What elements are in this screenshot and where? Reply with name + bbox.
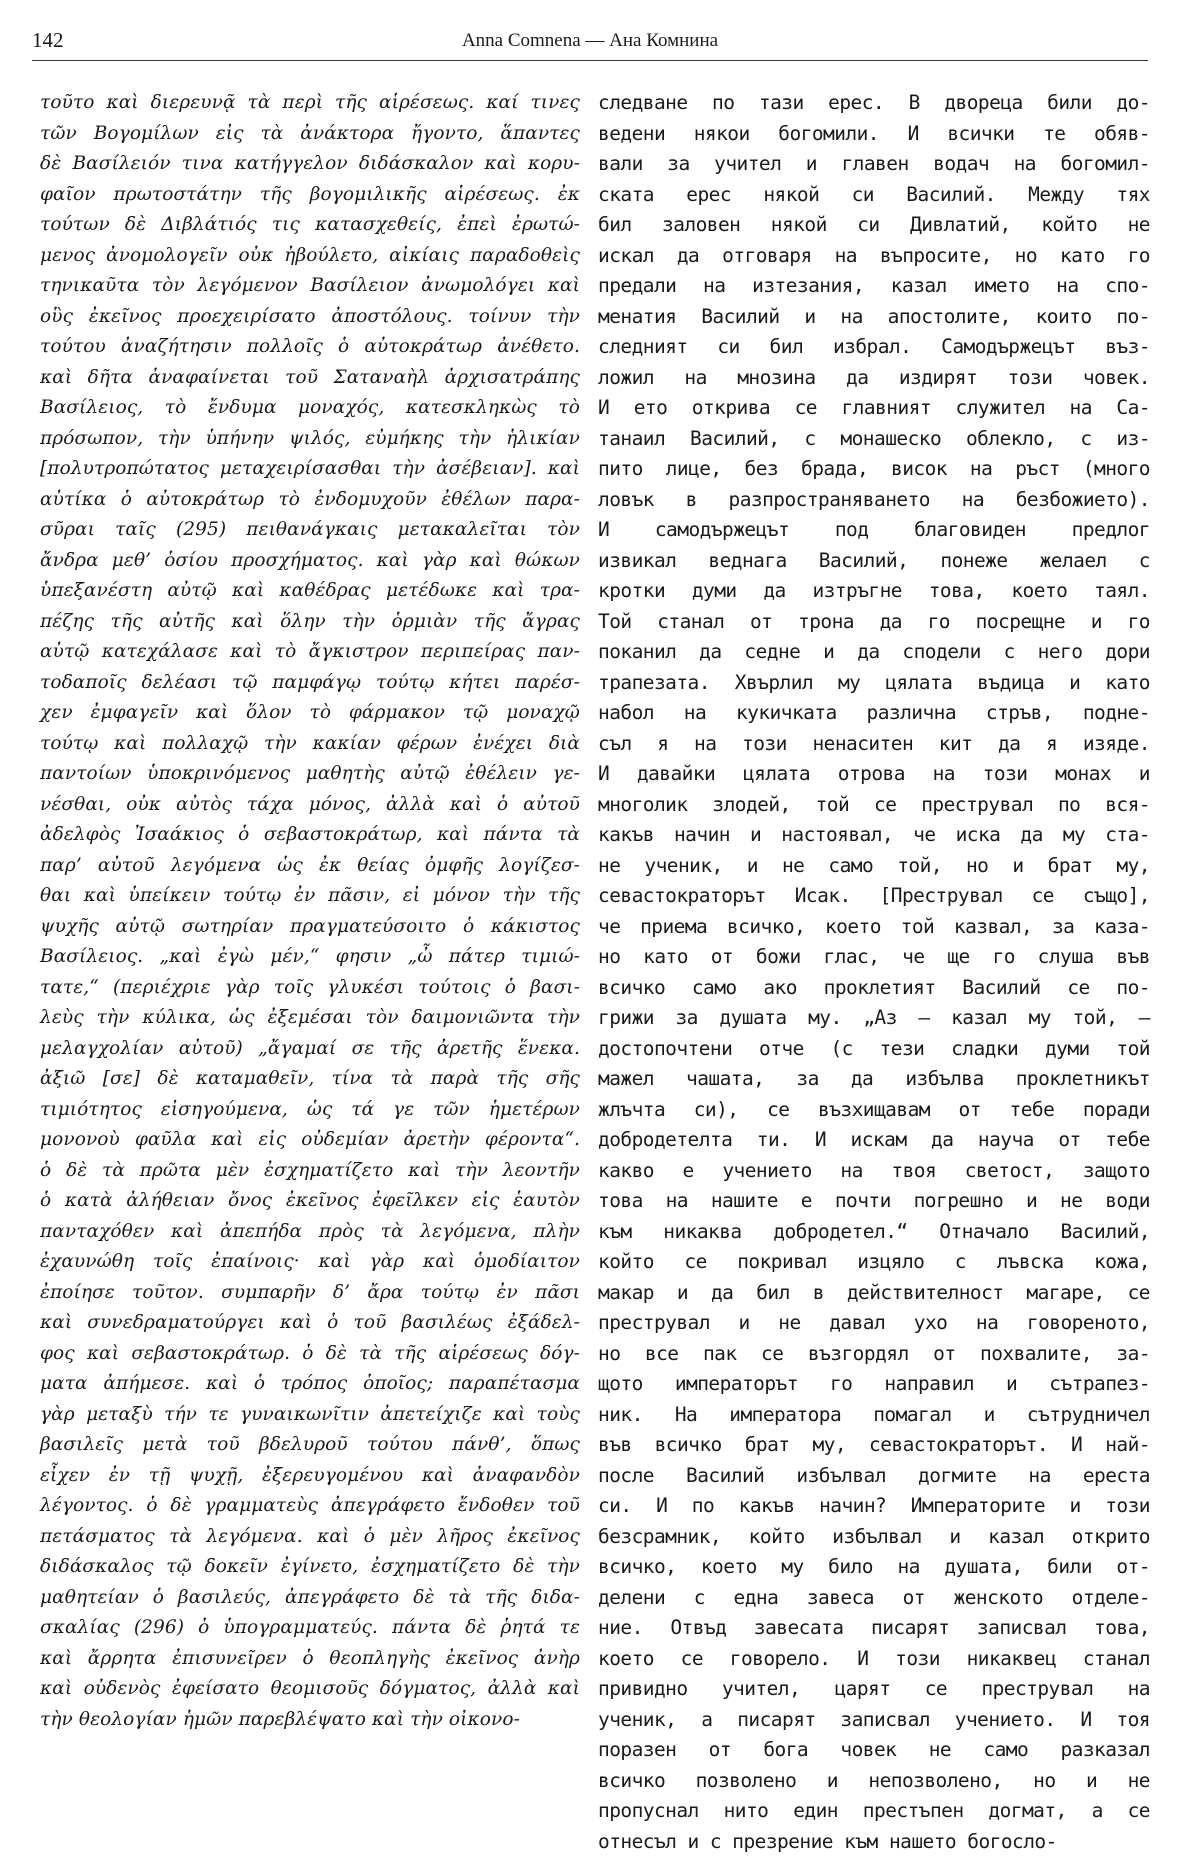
bulgarian-text-line: си. И по какъв начин? Императорите и този xyxy=(598,1491,1150,1522)
greek-text-line: τιμιότητος εἰσηγούμενα, ὡς τά γε τῶν ἡμετέρων xyxy=(40,1095,580,1126)
bulgarian-text-line: И самодържецът под благовиден предлог xyxy=(598,515,1150,546)
greek-text-line: σῦραι ταῖς (295) πειθανάγκαις μετακαλεῖται τὸν xyxy=(40,515,580,546)
bulgarian-text-line: бил заловен някой си Дивлатий, който не xyxy=(598,210,1150,241)
running-title: Anna Comnena — Ана Комнина xyxy=(32,30,1148,52)
greek-text-line: παντοίων ὑποκρινόμενος μαθητὴς αὐτῷ ἐθέλειν γε- xyxy=(40,759,580,790)
greek-text-line: τούτων δὲ Διβλάτιός τις κατασχεθείς, ἐπεὶ ἐρωτώ- xyxy=(40,210,580,241)
greek-text-line: σκαλίας (296) ὁ ὑπογραμματεύς. πάντα δὲ ῥητά τε xyxy=(40,1613,580,1644)
greek-text-line: δὲ Βασίλειόν τινα κατήγγελον διδάσκαλον καὶ κορυ- xyxy=(40,149,580,180)
bulgarian-text-line: кротки думи да изтръгне това, което таял. xyxy=(598,576,1150,607)
greek-text-line: πέζης τῆς αὐτῆς καὶ ὅλην τὴν ὁρμιὰν τῆς ἄγρας xyxy=(40,607,580,638)
bulgarian-text-line: поканил да седне и да сподели с него дори xyxy=(598,637,1150,668)
greek-text-line: [πολυτροπώτατος μεταχειρίσασθαι τὴν ἀσέβειαν]. καὶ xyxy=(40,454,580,485)
greek-text-line: πρόσωπον, τὴν ὑπήνην ψιλός, εὐμήκης τὴν ἡλικίαν xyxy=(40,424,580,455)
bulgarian-text-line: менатия Василий и на апостолите, които по- xyxy=(598,302,1150,333)
bulgarian-text-line: това на нашите е почти погрешно и не води xyxy=(598,1186,1150,1217)
bulgarian-text-line: набол на кукичката различна стръв, подне- xyxy=(598,698,1150,729)
bulgarian-text-line: съл я на този ненаситен кит да я изяде. xyxy=(598,729,1150,760)
bulgarian-text-line: танаил Василий, с монашеско облекло, с из- xyxy=(598,424,1150,455)
greek-text-line: καὶ συνεδραματούργει καὶ ὁ τοῦ βασιλέως ἐξάδελ- xyxy=(40,1308,580,1339)
greek-text-line: φος καὶ σεβαστοκράτωρ. ὁ δὲ τὰ τῆς αἱρέσεως δόγ- xyxy=(40,1339,580,1370)
bulgarian-text-line: макар и да бил в действителност магаре, се xyxy=(598,1278,1150,1309)
bulgarian-text-line: Той станал от трона да го посрещне и го xyxy=(598,607,1150,638)
greek-text-line: τὴν θεολογίαν ἡμῶν παρεβλέψατο καὶ τὴν οἰκονο- xyxy=(40,1705,580,1736)
bulgarian-text-line: ведени някои богомили. И всички те обяв- xyxy=(598,119,1150,150)
greek-text-line: παρ’ αὐτοῦ λεγόμενα ὡς ἐκ θείας ὀμφῆς λογίζεσ- xyxy=(40,851,580,882)
bulgarian-text-line: грижи за душата му. „Аз — казал му той, — xyxy=(598,1003,1150,1034)
greek-text-line: φαῖον πρωτοστάτην τῆς βογομιλικῆς αἱρέσεως. ἐκ xyxy=(40,180,580,211)
greek-text-line: Βασίλειος. „καὶ ἐγὼ μέν,“ φησιν „ὦ πάτερ τιμιώ- xyxy=(40,942,580,973)
greek-text-line: καὶ δῆτα ἀναφαίνεται τοῦ Σαταναὴλ ἀρχισατράπης xyxy=(40,363,580,394)
greek-text-line: μαθητείαν ὁ βασιλεύς, ἀπεγράφετο δὲ τὰ τῆς διδα- xyxy=(40,1583,580,1614)
page-number: 142 xyxy=(32,28,64,53)
greek-text-line: βασιλεῖς μετὰ τοῦ βδελυροῦ τούτου πάνθ’, ὅπως xyxy=(40,1430,580,1461)
greek-text-line: τούτου ἀναζήτησιν πολλοῖς ὁ αὐτοκράτωρ ἀνέθετο. xyxy=(40,332,580,363)
bulgarian-text-line: И ето открива се главният служител на Са- xyxy=(598,393,1150,424)
greek-text-line: ἐποίησε τοῦτον. συμπαρῆν δ’ ἄρα τούτῳ ἐν πᾶσι xyxy=(40,1278,580,1309)
bulgarian-text-line: добродетелта ти. И искам да науча от тебе xyxy=(598,1125,1150,1156)
greek-text-line: τηνικαῦτα τὸν λεγόμενον Βασίλειον ἀνωμολόγει καὶ xyxy=(40,271,580,302)
greek-text-line: διδάσκαλος τῷ δοκεῖν ἐγίνετο, ἐσχηματίζετο δὲ τὴν xyxy=(40,1552,580,1583)
bulgarian-text-line: ложил на мнозина да издирят този човек. xyxy=(598,363,1150,394)
greek-text-line: αὐτίκα ὁ αὐτοκράτωρ τὸ ἐνδομυχοῦν ἐθέλων παρα- xyxy=(40,485,580,516)
greek-text-line: μενος ἀνομολογεῖν οὐκ ἠβούλετο, αἰκίαις παραδοθεὶς xyxy=(40,241,580,272)
bulgarian-text-column xyxy=(598,88,1150,1638)
greek-text-line: ἐχαυνώθη τοῖς ἐπαίνοις· καὶ γὰρ καὶ ὁμοδίαιτον xyxy=(40,1247,580,1278)
greek-text-line: εἶχεν ἐν τῇ ψυχῇ, ἐξερευγομένου καὶ ἀναφανδὸν xyxy=(40,1461,580,1492)
bulgarian-text-line: вали за учител и главен водач на богомил- xyxy=(598,149,1150,180)
bulgarian-text-line: отнесъл и с презрение към нашето богосло- xyxy=(598,1827,1150,1857)
bulgarian-text-line: И давайки цялата отрова на този монах и xyxy=(598,759,1150,790)
bulgarian-text-line: следване по тази ерес. В двореца били до- xyxy=(598,88,1150,119)
greek-text-line: πετάσματος τὰ λεγόμενα. καὶ ὁ μὲν λῆρος ἐκεῖνος xyxy=(40,1522,580,1553)
greek-text-line: Βασίλειος, τὸ ἔνδυμα μοναχός, κατεσκληκὼς τὸ xyxy=(40,393,580,424)
bulgarian-text-line: после Василий избълвал догмите на ереста xyxy=(598,1461,1150,1492)
bulgarian-text-line: пито лице, без брада, висок на ръст (много xyxy=(598,454,1150,485)
bulgarian-text-line: ската ерес някой си Василий. Между тях xyxy=(598,180,1150,211)
bulgarian-text-line: извикал веднага Василий, понеже желаел с xyxy=(598,546,1150,577)
greek-text-line: αὐτῷ κατεχάλασε καὶ τὸ ἄγκιστρον περιπείρας παν- xyxy=(40,637,580,668)
bulgarian-text-line: който се покривал изцяло с лъвска кожа, xyxy=(598,1247,1150,1278)
bulgarian-text-line: всичко позволено и непозволено, но и не xyxy=(598,1766,1150,1797)
greek-text-line: τατε,“ (περιέχριε γὰρ τοῖς γλυκέσι τούτοις ὁ βασι- xyxy=(40,973,580,1004)
bulgarian-text-line: поразен от бога човек не само разказал xyxy=(598,1735,1150,1766)
bulgarian-text-line: искал да отговаря на въпросите, но като го xyxy=(598,241,1150,272)
bulgarian-text-line: ние. Отвъд завесата писарят записвал това, xyxy=(598,1613,1150,1644)
bulgarian-text-line: ловък в разпространяването на безбожието). xyxy=(598,485,1150,516)
greek-text-line: ὁ δὲ τὰ πρῶτα μὲν ἐσχηματίζετο καὶ τὴν λεοντῆν xyxy=(40,1156,580,1187)
bulgarian-text-line: пропуснал нито един престъпен догмат, а се xyxy=(598,1796,1150,1827)
greek-text-line: πανταχόθεν καὶ ἀπεπήδα πρὸς τὰ λεγόμενα, πλὴν xyxy=(40,1217,580,1248)
bulgarian-text-line: предали на изтезания, казал името на спо- xyxy=(598,271,1150,302)
greek-text-line: καὶ ἄρρητα ἐπισυνεῖρεν ὁ θεοπληγὴς ἐκεῖνος ἀνὴρ xyxy=(40,1644,580,1675)
greek-text-line: χεν ἐμφαγεῖν καὶ ὅλον τὸ φάρμακον τῷ μοναχῷ xyxy=(40,698,580,729)
bulgarian-text-line: какъв начин и настоявал, че иска да му ста- xyxy=(598,820,1150,851)
greek-text-line: τῶν Βογομίλων εἰς τὰ ἀνάκτορα ἤγοντο, ἅπαντες xyxy=(40,119,580,150)
greek-text-line: τούτῳ καὶ πολλαχῷ τὴν κακίαν φέρων ἐνέχει διὰ xyxy=(40,729,580,760)
bulgarian-text-line: многолик злодей, той се преструвал по вся- xyxy=(598,790,1150,821)
bulgarian-text-line: но като от божи глас, че ще го слуша във xyxy=(598,942,1150,973)
page-header xyxy=(32,24,1148,61)
greek-text-line: γὰρ μεταξὺ τήν τε γυναικωνῖτιν ἀπετείχιζε καὶ τοὺς xyxy=(40,1400,580,1431)
greek-text-line: λεὺς τὴν κύλικα, ὡς ἐξεμέσαι τὸν δαιμονιῶντα τὴν xyxy=(40,1003,580,1034)
greek-text-line: νέσθαι, οὐκ αὐτὸς τάχα μόνος, ἀλλὰ καὶ ὁ αὐτοῦ xyxy=(40,790,580,821)
bulgarian-text-line: делени с една завеса от женското отделе- xyxy=(598,1583,1150,1614)
greek-text-line: λέγοντος. ὁ δὲ γραμματεὺς ἀπεγράφετο ἔνδοθεν τοῦ xyxy=(40,1491,580,1522)
bulgarian-text-line: щото императорът го направил и сътрапез- xyxy=(598,1369,1150,1400)
greek-text-line: ἀξιῶ [σε] δὲ καταμαθεῖν, τίνα τὰ παρὰ τῆς σῆς xyxy=(40,1064,580,1095)
bulgarian-text-line: което се говорело. И този никаквец станал xyxy=(598,1644,1150,1675)
greek-text-line: ψυχῆς αὐτῷ σωτηρίαν πραγματεύσοιτο ὁ κάκιστος xyxy=(40,912,580,943)
greek-text-line: τοῦτο καὶ διερευνᾷ τὰ περὶ τῆς αἱρέσεως. καί τινες xyxy=(40,88,580,119)
greek-text-line: οὓς ἐκεῖνος προεχειρίσατο ἀποστόλους. τοίνυν τὴν xyxy=(40,302,580,333)
bulgarian-text-line: трапезата. Хвърлил му цялата въдица и като xyxy=(598,668,1150,699)
greek-text-line: ματα ἀπήμεσε. καὶ ὁ τρόπος ὁποῖος; παραπέτασμα xyxy=(40,1369,580,1400)
bulgarian-text-line: всичко, което му било на душата, били от- xyxy=(598,1552,1150,1583)
bulgarian-text-line: не ученик, и не само той, но и брат му, xyxy=(598,851,1150,882)
bulgarian-text-line: ученик, а писарят записвал учението. И тоя xyxy=(598,1705,1150,1736)
greek-text-line: ἄνδρα μεθ’ ὁσίου προσχήματος. καὶ γὰρ καὶ θώκων xyxy=(40,546,580,577)
greek-text-line: ὁ κατὰ ἀλήθειαν ὄνος ἐκεῖνος ἐφεῖλκεν εἰς ἑαυτὸν xyxy=(40,1186,580,1217)
bulgarian-text-line: всичко само ако проклетият Василий се по- xyxy=(598,973,1150,1004)
bulgarian-text-line: достопочтени отче (с тези сладки думи той xyxy=(598,1034,1150,1065)
greek-text-line: θαι καὶ ὑπείκειν τούτῳ ἐν πᾶσιν, εἰ μόνον τὴν τῆς xyxy=(40,881,580,912)
greek-text-line: τοδαποῖς δελέασι τῷ παμφάγῳ τούτῳ κήτει παρέσ- xyxy=(40,668,580,699)
bulgarian-text-line: привидно учител, царят се преструвал на xyxy=(598,1674,1150,1705)
bulgarian-text-line: мажел чашата, за да избълва проклетникът xyxy=(598,1064,1150,1095)
greek-text-line: μονονοὺ φαῦλα καὶ εἰς οὐδεμίαν ἀρετὴν φέροντα“. xyxy=(40,1125,580,1156)
bulgarian-text-line: следният си бил избрал. Самодържецът въз- xyxy=(598,332,1150,363)
bulgarian-text-line: ник. На императора помагал и сътрудничел xyxy=(598,1400,1150,1431)
bulgarian-text-line: жлъчта си), се възхищавам от тебе поради xyxy=(598,1095,1150,1126)
greek-text-line: ὑπεξανέστη αὐτῷ καὶ καθέδρας μετέδωκε καὶ τρα- xyxy=(40,576,580,607)
bulgarian-text-line: във всичко брат му, севастократорът. И най- xyxy=(598,1430,1150,1461)
bulgarian-text-line: към никаква добродетел.“ Отначало Василий, xyxy=(598,1217,1150,1248)
greek-text-column xyxy=(40,88,580,1638)
bulgarian-text-line: преструвал и не давал ухо на говореното, xyxy=(598,1308,1150,1339)
bulgarian-text-line: какво е учението на твоя светост, защото xyxy=(598,1156,1150,1187)
greek-text-line: καὶ οὐδενὸς ἐφείσατο θεομισοῦς δόγματος, ἀλλὰ καὶ xyxy=(40,1674,580,1705)
bulgarian-text-line: но все пак се възгордял от похвалите, за- xyxy=(598,1339,1150,1370)
bulgarian-text-line: безсрамник, който избълвал и казал открито xyxy=(598,1522,1150,1553)
greek-text-line: μελαγχολίαν αὐτοῦ) „ἄγαμαί σε τῆς ἀρετῆς ἕνεκα. xyxy=(40,1034,580,1065)
bulgarian-text-line: севастократорът Исак. [Преструвал се също], xyxy=(598,881,1150,912)
greek-text-line: ἀδελφὸς Ἰσαάκιος ὁ σεβαστοκράτωρ, καὶ πάντα τὰ xyxy=(40,820,580,851)
bulgarian-text-line: че приема всичко, което той казвал, за каза- xyxy=(598,912,1150,943)
